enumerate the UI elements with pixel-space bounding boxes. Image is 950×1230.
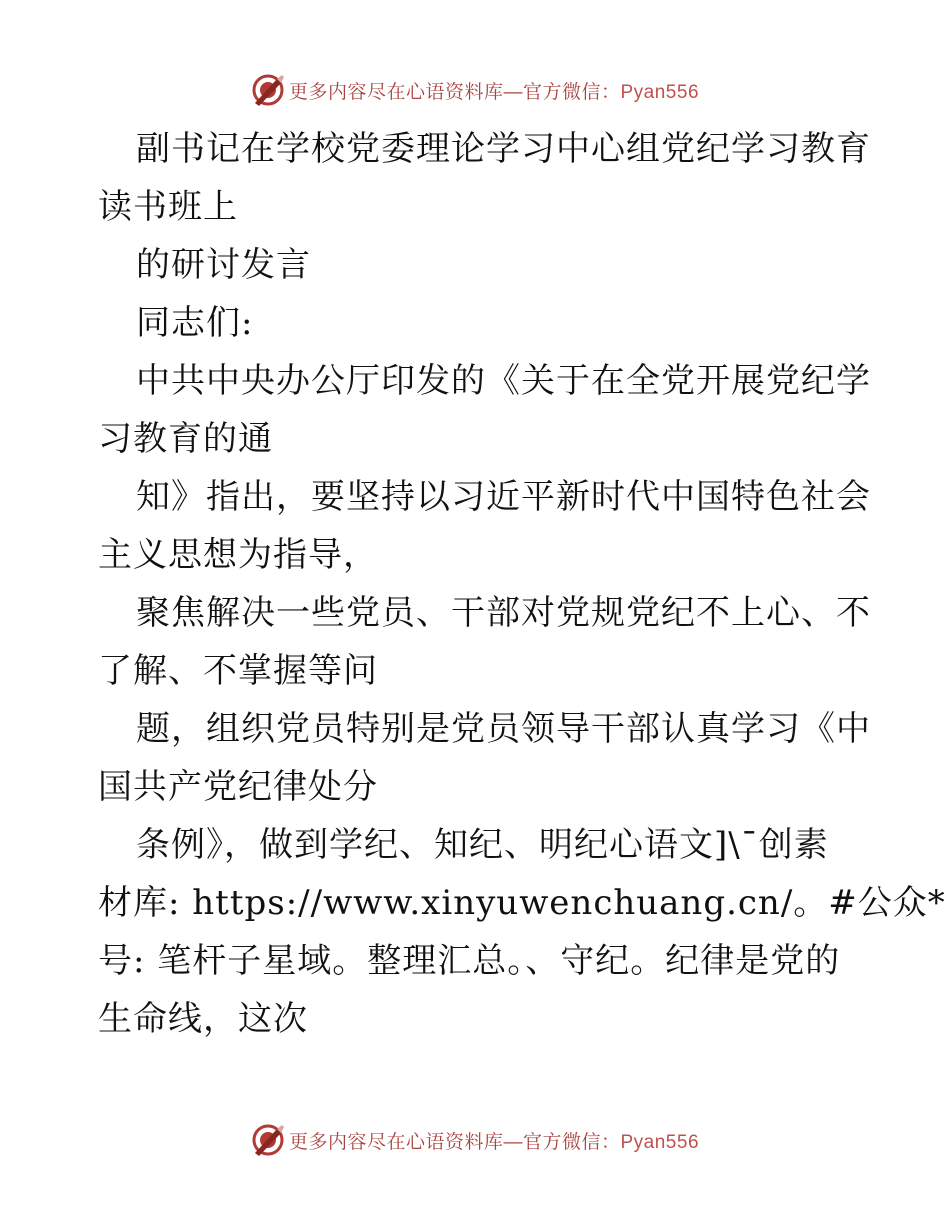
text-line: 了解、不掌握等问 [98, 651, 378, 691]
text-line: 中共中央办公厅印发的《关于在全党开展党纪学 [136, 361, 871, 401]
text-line: 知》指出，要坚持以习近平新时代中国特色社会 [136, 477, 871, 517]
footer-watermark [0, 1120, 950, 1160]
pen-logo-icon [251, 1123, 285, 1157]
header-watermark [0, 70, 950, 110]
text-line: 条例》，做到学纪、知纪、明纪心语文]\¯创素 [136, 825, 829, 865]
text-line: 主义思想为指导， [98, 535, 378, 575]
text-line: 读书班上 [98, 187, 238, 227]
text-line: 习教育的通 [98, 419, 273, 459]
document-body [98, 120, 946, 1048]
text-line: 生命线，这次 [98, 999, 308, 1039]
text-line: 国共产党纪律处分 [98, 767, 378, 807]
pen-logo-icon [251, 73, 285, 107]
watermark-text: 更多内容尽在心语资料库—官方微信：Pyan556 [288, 81, 700, 103]
text-line: 的研讨发言 [136, 245, 311, 285]
text-line: 副书记在学校党委理论学习中心组党纪学习教育 [136, 129, 871, 169]
watermark-text: 更多内容尽在心语资料库—官方微信：Pyan556 [288, 1131, 700, 1153]
text-line: 号: 笔杆子星域。整理汇总。、守纪。纪律是党的 [98, 941, 841, 981]
text-line: 同志们: [136, 303, 254, 343]
text-line: 题，组织党员特别是党员领导干部认真学习《中 [136, 709, 871, 749]
text-line: 材库: https://www.xinyuwenchuang.cn/。#公众* [98, 883, 946, 923]
text-line: 聚焦解决一些党员、干部对党规党纪不上心、不 [136, 593, 871, 633]
